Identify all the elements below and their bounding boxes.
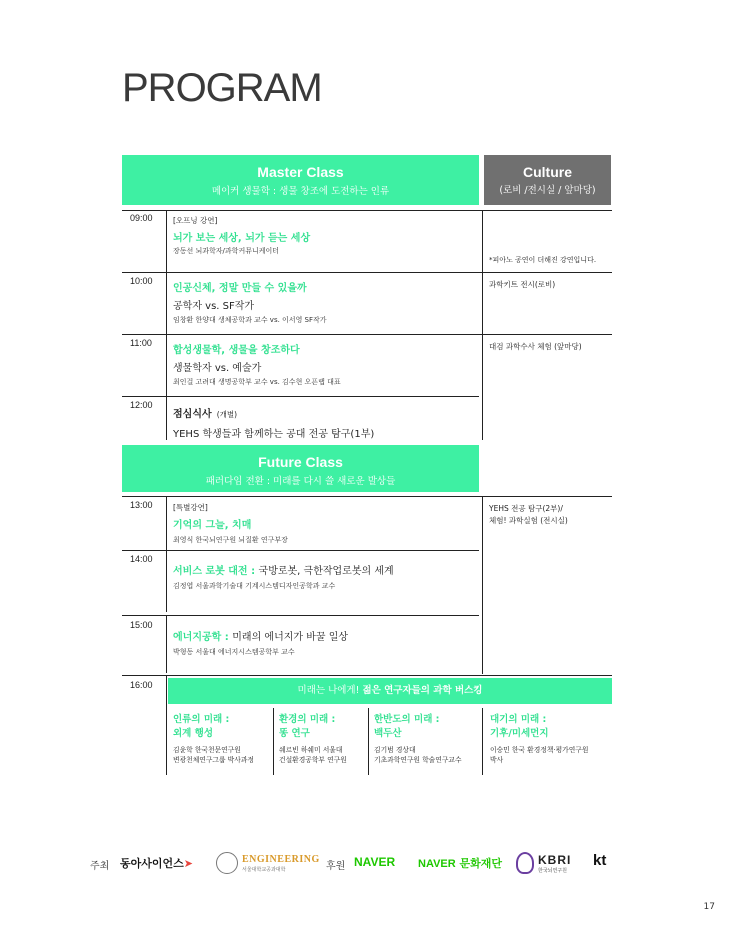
session-tag: [오프닝 강연] — [173, 216, 218, 225]
snu-seal-icon — [216, 852, 238, 874]
culture-subtitle: (로비 /전시실 / 앞마당) — [499, 185, 596, 196]
time-slot: 16:00 — [130, 680, 153, 690]
kbri-logo: KBRI 한국뇌연구원 — [538, 853, 572, 874]
session-title: 에너지공학 : — [173, 632, 233, 643]
session-title: 인공신체, 정말 만들 수 있을까 — [173, 283, 307, 294]
session-1400 — [173, 559, 478, 591]
master-class-subtitle: 메이커 생물학 : 생물 창조에 도전하는 인류 — [211, 186, 390, 197]
busking-topic-sub: 외계 행성 — [173, 728, 214, 739]
culture-title: Culture — [523, 164, 572, 180]
divider — [482, 496, 483, 674]
session-subtitle: 공학자 vs. SF작가 — [173, 301, 255, 312]
divider — [166, 210, 167, 272]
busking-topic: 한반도의 미래 : — [374, 714, 440, 725]
busking-prefix: 미래는 나에게! — [297, 685, 363, 696]
divider — [166, 334, 167, 396]
future-class-title: Future Class — [258, 454, 343, 470]
divider — [122, 675, 612, 676]
session-title: 기억의 그늘, 치매 — [173, 520, 252, 531]
session-speaker: 김정엽 서울과학기술대 기계시스템디자인공학과 교수 — [173, 582, 336, 590]
session-speaker: 박형동 서울대 에너지시스템공학부 교수 — [173, 648, 295, 656]
divider — [166, 675, 167, 775]
master-class-header — [122, 155, 479, 205]
sponsor-label: 후원 — [326, 861, 346, 872]
divider — [122, 496, 612, 497]
page-title: PROGRAM — [122, 66, 322, 110]
session-subtitle: 미래의 에너지가 바꿀 일상 — [232, 632, 349, 643]
culture-experience: 대검 과학수사 체험 (앞마당) — [489, 342, 582, 351]
time-slot: 15:00 — [130, 620, 153, 630]
naver-foundation-logo: NAVER 문화재단 — [418, 857, 503, 870]
divider — [122, 615, 479, 616]
divider — [482, 210, 483, 440]
session-1500 — [173, 625, 478, 657]
session-1300 — [173, 502, 478, 545]
session-0900 — [173, 215, 478, 256]
session-speaker: 임창환 한양대 생체공학과 교수 vs. 이서영 SF작가 — [173, 316, 327, 324]
host-label: 주최 — [90, 861, 110, 872]
kbri-emblem-icon — [516, 852, 534, 874]
session-title: 뇌가 보는 세상, 뇌가 듣는 세상 — [173, 233, 311, 244]
lunch-description: YEHS 학생들과 함께하는 공대 전공 탐구(1부) — [173, 429, 375, 440]
time-slot: 14:00 — [130, 554, 153, 564]
busking-speaker-affil: 기초과학연구원 학술연구교수 — [374, 756, 462, 764]
busking-speaker: 김윤학 한국천문연구원 — [173, 746, 241, 754]
culture-yehs-2: 체험! 과학실험 (전시실) — [489, 516, 568, 525]
session-1200 — [173, 402, 478, 440]
busking-speaker-affil: 박사 — [490, 756, 504, 764]
busking-item — [374, 713, 480, 765]
busking-item — [173, 713, 265, 765]
culture-yehs-1: YEHS 전공 탐구(2부)/ — [489, 504, 563, 513]
busking-title: 젊은 연구자들의 과학 버스킹 — [362, 685, 483, 696]
future-class-header — [122, 445, 479, 492]
page-number: 17 — [703, 902, 715, 912]
session-subtitle: 국방로봇, 극한작업로봇의 세계 — [258, 566, 394, 577]
divider — [482, 708, 483, 775]
time-slot: 10:00 — [130, 276, 153, 286]
session-title: 합성생물학, 생물을 창조하다 — [173, 345, 300, 356]
divider — [166, 396, 167, 440]
divider — [166, 550, 167, 612]
busking-speaker: 김기범 경상대 — [374, 746, 416, 754]
kt-logo: kt — [593, 852, 607, 869]
time-slot: 11:00 — [130, 338, 152, 348]
session-1000 — [173, 279, 478, 325]
master-class-title: Master Class — [257, 164, 344, 180]
busking-topic-sub: 백두산 — [374, 728, 402, 739]
busking-speaker-affil: 건설환경공학부 연구원 — [279, 756, 347, 764]
culture-header — [484, 155, 611, 205]
divider — [166, 615, 167, 673]
piano-note: *피아노 공연이 더해진 강연입니다. — [489, 256, 597, 264]
busking-speaker-affil: 변광천체연구그룹 박사과정 — [173, 756, 254, 764]
divider — [273, 708, 274, 775]
lunch-note: (개별) — [216, 410, 238, 419]
busking-topic-sub: 똥 연구 — [279, 728, 310, 739]
busking-topic: 인류의 미래 : — [173, 714, 230, 725]
divider — [122, 334, 612, 335]
busking-topic: 대기의 미래 : — [490, 714, 547, 725]
busking-speaker: 쉐르빈 하쉐미 서울대 — [279, 746, 343, 754]
session-speaker: 최인걸 고려대 생명공학부 교수 vs. 김수현 오픈랩 대표 — [173, 378, 341, 386]
future-class-subtitle: 패러다임 전환 : 미래를 다시 쓸 새로운 발상들 — [205, 476, 396, 487]
divider — [122, 272, 612, 273]
time-slot: 13:00 — [130, 500, 153, 510]
divider — [122, 550, 479, 551]
divider — [166, 496, 167, 550]
busking-header — [168, 678, 612, 704]
naver-logo: NAVER — [354, 855, 396, 869]
session-1100 — [173, 341, 478, 387]
busking-item — [279, 713, 371, 765]
engineering-logo: ENGINEERING 서울대학교공과대학 — [242, 854, 320, 873]
session-subtitle: 생물학자 vs. 예술가 — [173, 363, 262, 374]
session-speaker: 최영식 한국뇌연구원 뇌질환 연구부장 — [173, 536, 288, 544]
session-title: 서비스 로봇 대전 : — [173, 566, 259, 577]
busking-topic-sub: 기후/미세먼지 — [490, 728, 549, 739]
lunch-title: 점심식사 — [173, 409, 212, 420]
time-slot: 12:00 — [130, 400, 153, 410]
busking-item — [490, 713, 615, 765]
footer-logos — [0, 852, 750, 876]
dongascience-logo: 동아사이언스➤ — [120, 857, 193, 870]
divider — [122, 396, 479, 397]
divider — [166, 272, 167, 334]
session-speaker: 장동선 뇌과학자/과학커뮤니케이터 — [173, 247, 280, 255]
busking-speaker: 이승민 한국 환경정책·평가연구원 — [490, 746, 589, 754]
busking-topic: 환경의 미래 : — [279, 714, 336, 725]
culture-kit: 과학키트 전시(로비) — [489, 280, 556, 289]
time-slot: 09:00 — [130, 213, 153, 223]
divider — [122, 210, 612, 211]
session-tag: [특별강연] — [173, 503, 208, 512]
